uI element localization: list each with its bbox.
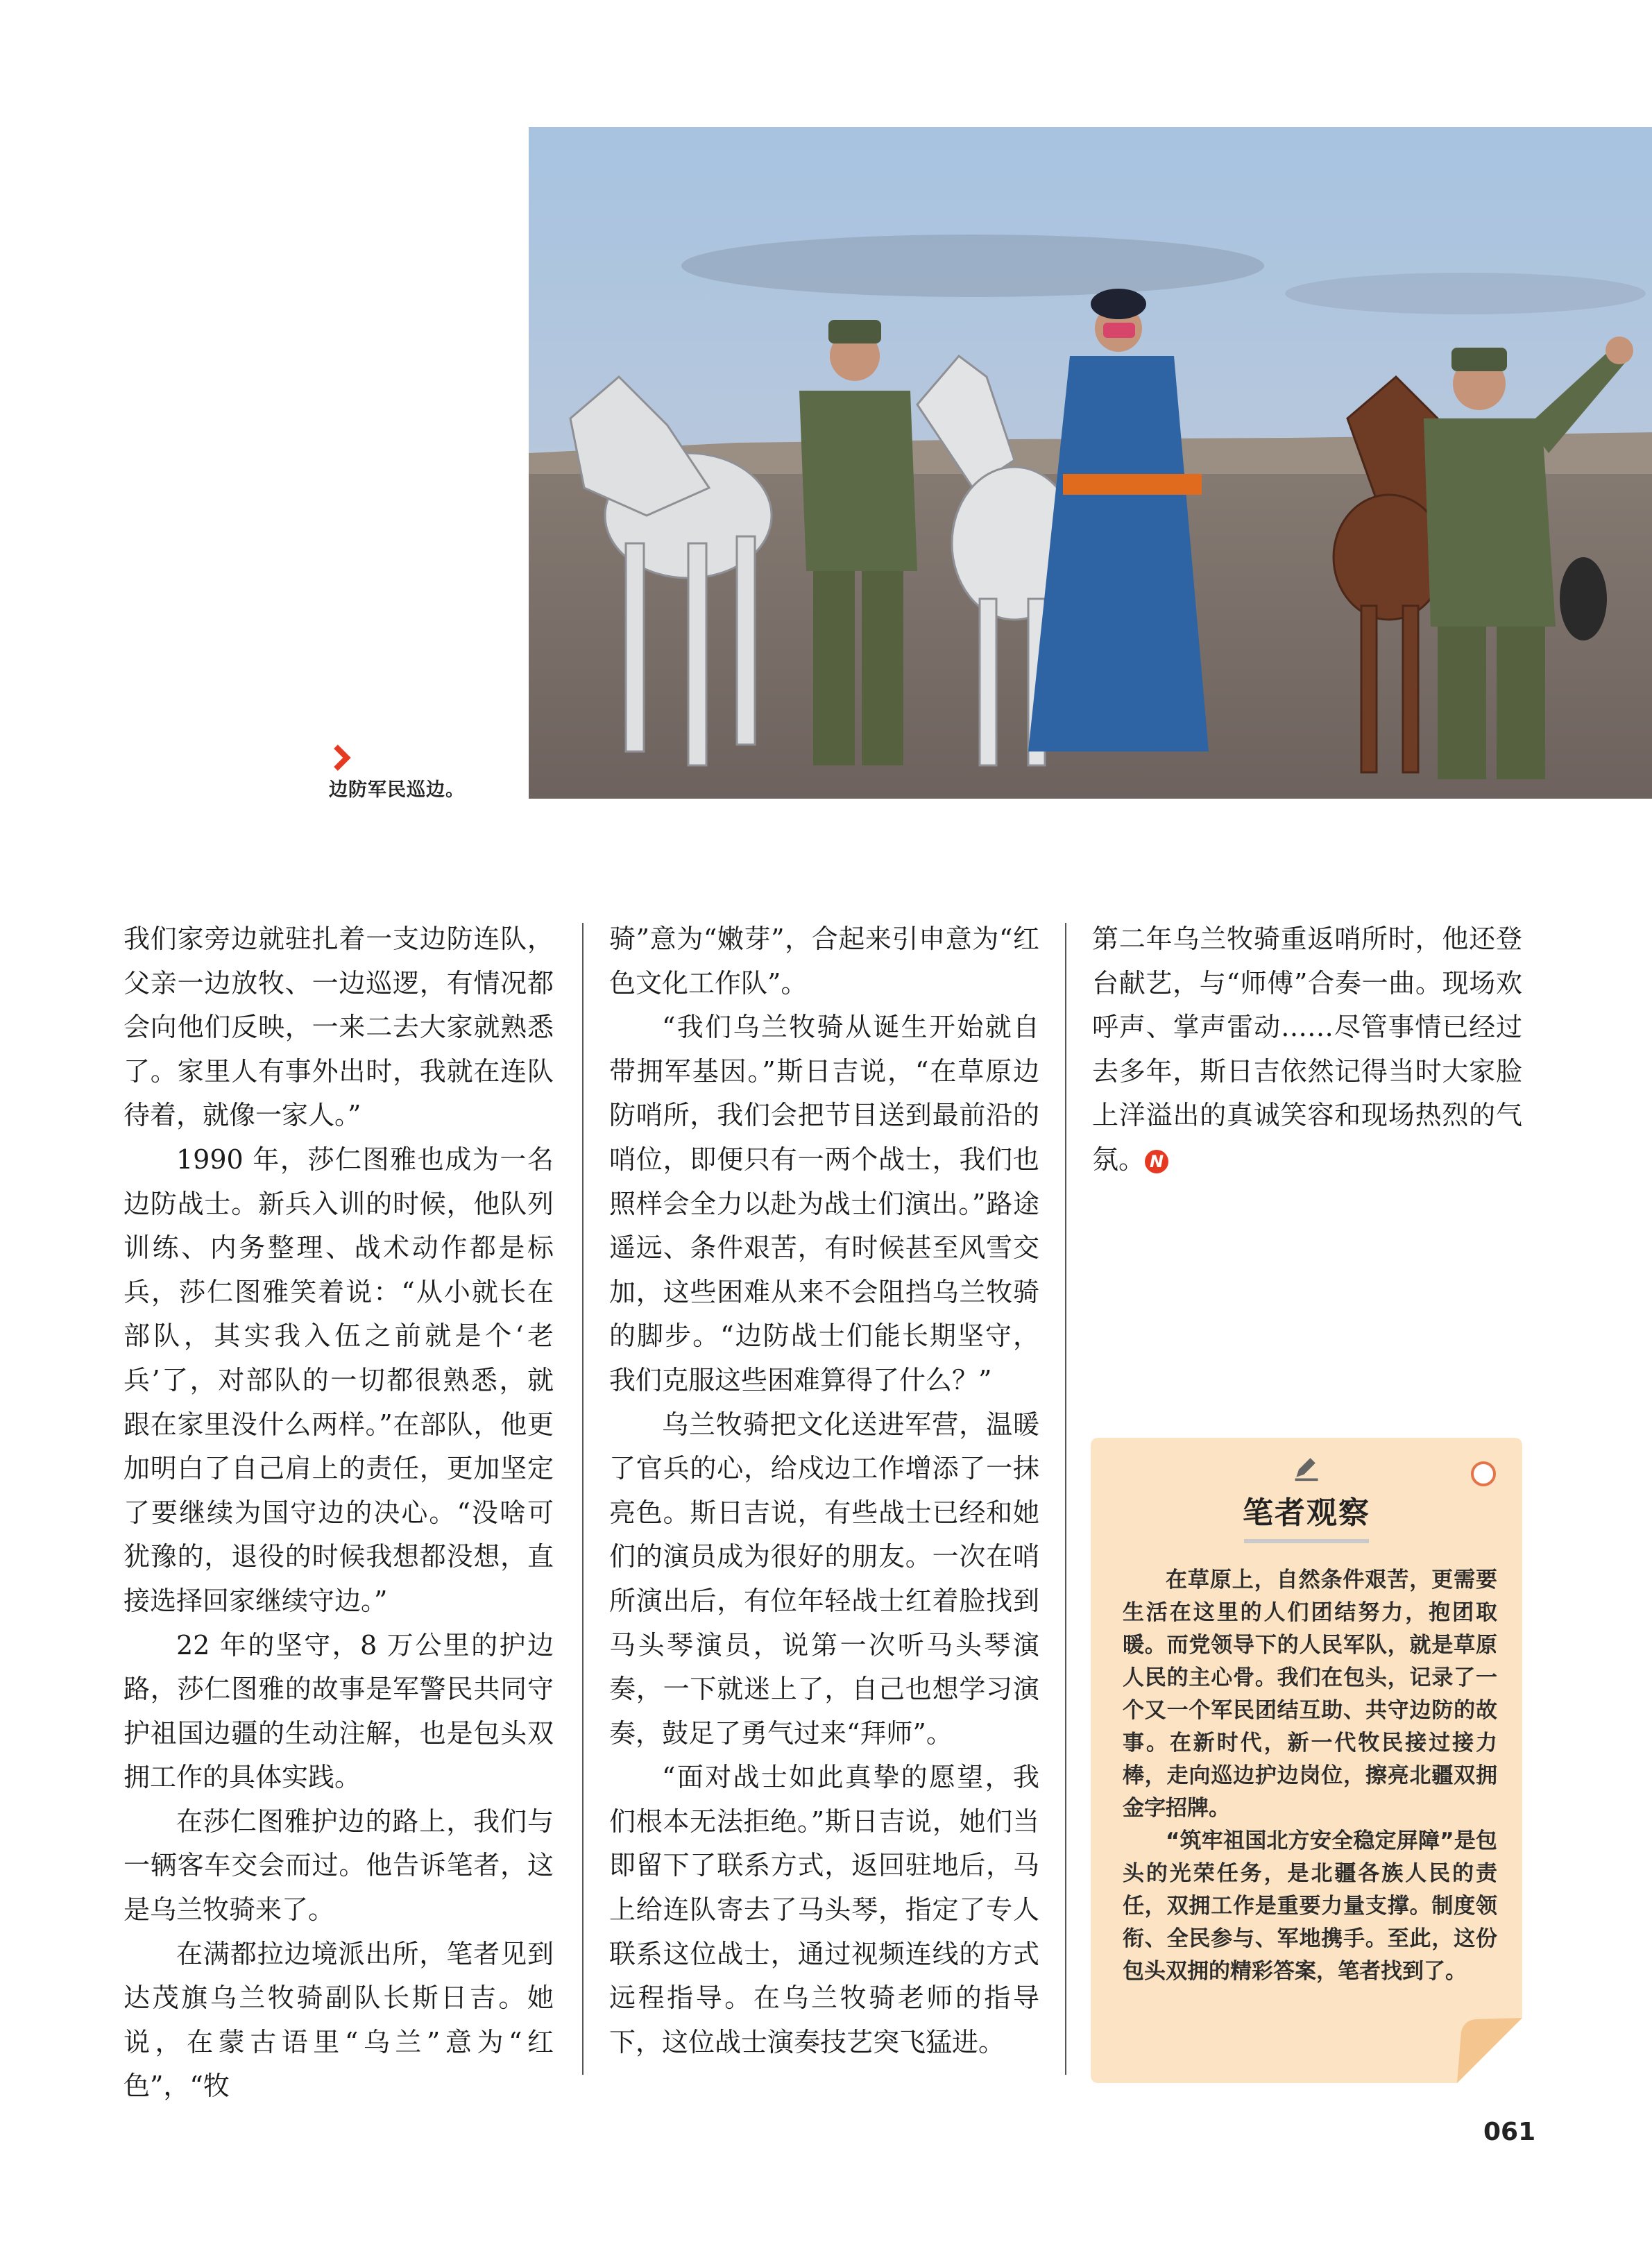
observation-header [1091,1452,1522,1543]
observation-title: 笔者观察 [1243,1495,1370,1531]
paragraph: 在满都拉边境派出所，笔者见到达茂旗乌兰牧骑副队长斯日吉。她说，在蒙古语里“乌兰”意为“红色”，“牧 [124,1938,554,2102]
title-underline [1244,1539,1369,1543]
paragraph: 骑”意为“嫩芽”，合起来引申意为“红色文化工作队”。 [609,924,1039,999]
photo-illustration [529,127,1652,799]
page-number: 061 [1483,2118,1536,2146]
paragraph: 在草原上，自然条件艰苦，更需要生活在这里的人们团结努力，抱团取暖。而党领导下的人民军队，就是草原人民的主心骨。我们在包头，记录了一个又一个军民团结互助、共守边防的故事。在新时代，新一代牧民接过接力棒，走向巡边护边岗位，擦亮北疆双拥金字招牌。 [1123,1568,1497,1821]
photo-caption [329,744,516,801]
paragraph: “面对战士如此真挚的愿望，我们根本无法拒绝。”斯日吉说，她们当即留下了联系方式，返回驻地后，马上给连队寄去了马头琴，指定了专人联系这位战士，通过视频连线的方式远程指导。在乌兰牧骑老师的指导下，这位战士演奏技艺突飞猛进。 [609,1762,1039,2057]
end-mark-icon: N [1145,1150,1168,1173]
column-divider [582,923,584,2075]
caption-text: 边防军民巡边。 [329,779,465,801]
paragraph: “筑牢祖国北方安全稳定屏障”是包头的光荣任务，是北疆各族人民的责任，双拥工作是重要力量支撑。制度领衔、全民参与、军地携手。至此，这份包头双拥的精彩答案，笔者找到了。 [1123,1828,1497,1984]
observation-body [1123,1564,1497,1988]
paragraph: 22 年的坚守，8 万公里的护边路，莎仁图雅的故事是军警民共同守护祖国边疆的生动注解，也是包头双拥工作的具体实践。 [124,1629,554,1793]
paragraph: 乌兰牧骑把文化送进军营，温暖了官兵的心，给戍边工作增添了一抹亮色。斯日吉说，有些战士已经和她们的演员成为很好的朋友。一次在哨所演出后，有位年轻战士红着脸找到马头琴演员，说第一次听马头琴演奏，一下就迷上了，自己也想学习演奏，鼓足了勇气过来“拜师”。 [609,1409,1039,1749]
pen-icon [1291,1452,1322,1482]
observation-box [1091,1438,1522,2083]
paragraph: 在莎仁图雅护边的路上，我们与一辆客车交会而过。他告诉笔者，这是乌兰牧骑来了。 [124,1806,554,1926]
paragraph [1092,917,1522,1182]
chevron-right-icon [329,744,357,772]
paragraph: 1990 年，莎仁图雅也成为一名边防战士。新兵入训的时候，他队列训练、内务整理、战术动作都是标兵，莎仁图雅笑着说：“从小就长在部队，其实我入伍之前就是个‘老兵’了，对部队的一切都很熟悉，就跟在家里没什么两样。”在部队，他更加明白了自己肩上的责任，更加坚定了要继续为国守边的决心。“没啥可犹豫的，退役的时候我想都没想，直接选择回家继续守边。” [124,1144,554,1616]
paragraph: “我们乌兰牧骑从诞生开始就自带拥军基因。”斯日吉说，“在草原边防哨所，我们会把节目送到最前沿的哨位，即便只有一两个战士，我们也照样会全力以赴为战士们演出。”路途遥远、条件艰苦，有时候甚至风雪交加，这些困难从来不会阻挡乌兰牧骑的脚步。“边防战士们能长期坚守，我们克服这些困难算得了什么？” [609,1012,1039,1395]
article-column-2 [609,917,1039,2064]
article-column-1 [124,917,554,2109]
paragraph: 我们家旁边就驻扎着一支边防连队，父亲一边放牧、一边巡逻，有情况都会向他们反映，一来二去大家就熟悉了。家里人有事外出时，我就在连队待着，就像一家人。” [124,924,554,1131]
column-divider [1065,923,1066,2075]
article-column-3 [1092,917,1522,1182]
paragraph-text: 第二年乌兰牧骑重返哨所时，他还登台献艺，与“师傅”合奏一曲。现场欢呼声、掌声雷动……尽管事情已经过去多年，斯日吉依然记得当时大家脸上洋溢出的真诚笑容和现场热烈的气氛。 [1092,924,1522,1175]
photo-border-patrol [529,127,1652,799]
